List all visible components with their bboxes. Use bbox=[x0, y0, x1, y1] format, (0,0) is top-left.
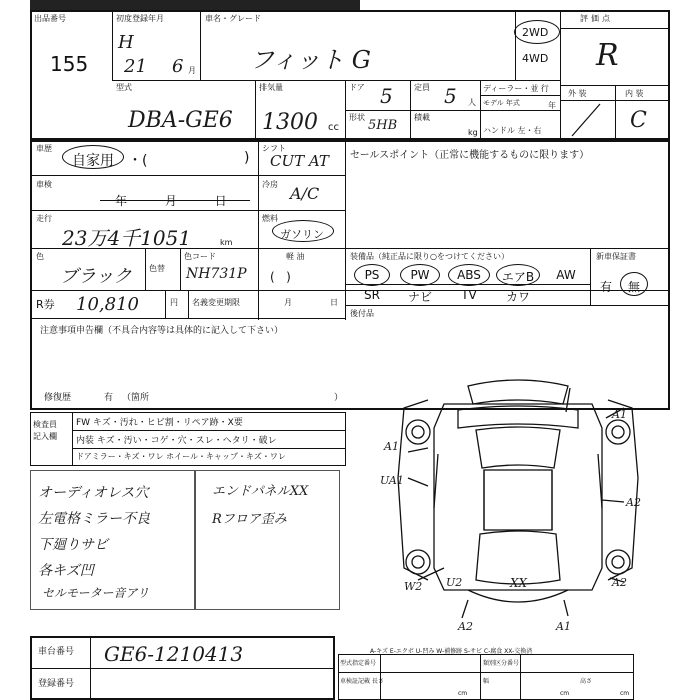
repair-close: ） bbox=[334, 393, 344, 403]
kg-unit: kg bbox=[468, 128, 478, 137]
inspection-strike bbox=[100, 200, 250, 201]
airbag-circle bbox=[496, 264, 540, 286]
first-registration-label: 初度登録年月 bbox=[116, 14, 164, 23]
model-grade-value: フィット G bbox=[250, 46, 371, 74]
repair-location: （箇所 bbox=[122, 393, 150, 403]
type-label: 型式 bbox=[116, 83, 132, 92]
shape-value: 5HB bbox=[368, 118, 398, 133]
equip-aw: AW bbox=[556, 268, 576, 282]
warranty-no-circle bbox=[620, 272, 648, 296]
fuel-circle bbox=[272, 220, 334, 242]
class-number-label: 類別区分番号 bbox=[483, 660, 520, 667]
note-right-1: エンドパネルXX bbox=[212, 484, 309, 499]
exterior-label: 外 装 bbox=[568, 89, 587, 98]
drive-2wd: 2WD bbox=[522, 26, 549, 39]
model-grade-label: 車名・グレード bbox=[205, 14, 261, 23]
inspector-label-1: 検査員 bbox=[33, 420, 57, 429]
inspector-line-2: 内装 キズ・汚い・コゲ・穴・スレ・ヘタリ・破レ bbox=[76, 436, 277, 446]
top-header-band bbox=[30, 0, 360, 10]
era-value: H bbox=[118, 32, 134, 53]
interior-label: 内 装 bbox=[625, 89, 644, 98]
mileage-label: 走行 bbox=[36, 214, 52, 223]
damage-mark-6: U2 bbox=[446, 576, 463, 589]
year-unit: 年 bbox=[548, 101, 556, 110]
color-code-value: NH731P bbox=[186, 266, 247, 282]
equip-leather: カワ bbox=[505, 290, 530, 304]
usage-circle bbox=[62, 145, 124, 169]
damage-legend: A-キズ E-エクボ U-凹み W-補修跡 S-サビ C-腐食 XX-交換済 bbox=[370, 648, 533, 655]
damage-mark-9: A2 bbox=[458, 620, 473, 633]
repair-label: 修復歴 bbox=[44, 393, 72, 403]
recycle-unit: 円 bbox=[170, 298, 178, 307]
handle-label: ハンドル 左・右 bbox=[483, 126, 542, 135]
name-change-month: 月 bbox=[284, 298, 292, 307]
equipment-label: 装備品（純正品に限り○をつけてください） bbox=[350, 252, 509, 261]
shift-label: シフト bbox=[262, 144, 286, 153]
new-car-warranty-label: 新車保証書 bbox=[596, 252, 636, 261]
type-value: DBA-GE6 bbox=[128, 108, 233, 133]
usage-dot: ・( bbox=[128, 153, 148, 169]
chassis-label: 車台番号 bbox=[38, 647, 75, 657]
damage-mark-10: A1 bbox=[556, 620, 571, 633]
grade-label: 評価点 bbox=[580, 14, 613, 23]
note-5: セルモーター音アリ bbox=[42, 586, 150, 600]
equip-tv: TV bbox=[461, 288, 477, 302]
note-1: オーディオレス穴 bbox=[38, 485, 149, 501]
note-right-2: Rフロア歪み bbox=[212, 512, 287, 527]
drive-2wd-circle bbox=[514, 20, 560, 44]
notes-label: 注意事項申告欄（不具合内容等は具体的に記入して下さい） bbox=[40, 326, 284, 336]
equip-airbag: エアB bbox=[501, 270, 535, 284]
inspector-line-3: ドアミラー・キズ・ワレ ホイール・キャップ・キズ・ワレ bbox=[76, 452, 286, 461]
cc-value: 1300 bbox=[262, 110, 318, 135]
cc-label: 排気量 bbox=[259, 83, 283, 92]
ac-label: 冷房 bbox=[262, 180, 278, 189]
lot-number-value: 155 bbox=[50, 52, 89, 76]
light-oil-label: 軽 油 bbox=[286, 252, 305, 261]
equip-pw: PW bbox=[410, 268, 430, 282]
damage-mark-4: A2 bbox=[626, 496, 641, 509]
model-year-label: モデル 年式 bbox=[483, 99, 520, 107]
year-value: 21 bbox=[124, 56, 147, 77]
shape-label: 形状 bbox=[349, 113, 365, 122]
capacity-value: 5 bbox=[444, 84, 457, 108]
ps-circle bbox=[354, 264, 390, 286]
length-label: 車検証記載 長さ bbox=[340, 678, 384, 685]
usage-label: 車歴 bbox=[36, 144, 52, 153]
note-4: 各キズ凹 bbox=[38, 563, 94, 579]
cm-unit-1: cm bbox=[458, 690, 468, 697]
load-label: 積載 bbox=[414, 113, 430, 122]
equip-ps: PS bbox=[364, 268, 380, 282]
pw-circle bbox=[400, 264, 440, 286]
color-value: ブラック bbox=[60, 266, 132, 287]
interior-value: C bbox=[630, 108, 647, 133]
chassis-value: GE6-1210413 bbox=[104, 642, 244, 666]
month-unit: 月 bbox=[188, 66, 196, 75]
damage-mark-2: A1 bbox=[384, 440, 399, 453]
cm-unit-2: cm bbox=[560, 690, 570, 697]
damage-mark-7: XX bbox=[510, 576, 528, 590]
shift-value: CUT AT bbox=[270, 152, 329, 170]
exterior-slash bbox=[560, 100, 615, 140]
width-label: 幅 bbox=[483, 678, 490, 685]
abs-circle bbox=[448, 264, 490, 286]
name-change-label: 名義変更期限 bbox=[192, 298, 240, 307]
door-value: 5 bbox=[380, 84, 393, 108]
fuel-paren: ( ) bbox=[270, 270, 291, 284]
equip-abs: ABS bbox=[457, 268, 481, 282]
damage-mark-3: UA1 bbox=[380, 474, 404, 487]
drive-4wd: 4WD bbox=[522, 52, 549, 65]
door-label: ドア bbox=[349, 83, 365, 92]
cc-unit: cc bbox=[328, 122, 339, 133]
note-2: 左電格ミラー不良 bbox=[38, 511, 150, 527]
mileage-unit: km bbox=[220, 238, 233, 247]
warranty-no: 無 bbox=[628, 280, 641, 294]
color-change-label: 色替 bbox=[149, 264, 165, 273]
note-3: 下廻りサビ bbox=[38, 537, 108, 553]
recycle-label: R券 bbox=[36, 298, 55, 311]
equip-navi: ナビ bbox=[407, 290, 432, 304]
inspector-line-1: FW キズ・汚れ・ヒビ割・リペア跡・X要 bbox=[76, 418, 243, 428]
aftermarket-label: 後付品 bbox=[350, 309, 374, 318]
inspector-label-2: 記入欄 bbox=[33, 432, 57, 441]
sales-point-label: セールスポイント（正常に機能するものに限ります） bbox=[350, 150, 590, 161]
mileage-value: 23万4千1051 bbox=[62, 226, 192, 250]
grade-value: R bbox=[596, 38, 619, 73]
dealer-label: ディーラー・並 行 bbox=[483, 84, 549, 93]
damage-mark-8: A2 bbox=[612, 576, 627, 589]
registration-label: 登録番号 bbox=[38, 679, 75, 689]
lot-number-label: 出品番号 bbox=[34, 14, 66, 23]
month-value: 6 bbox=[172, 56, 184, 77]
capacity-unit: 人 bbox=[468, 98, 476, 107]
equip-sr: SR bbox=[364, 288, 380, 302]
name-change-day: 日 bbox=[330, 298, 338, 307]
inspection-label: 車検 bbox=[36, 180, 52, 189]
fuel-label: 燃料 bbox=[262, 214, 278, 223]
usage-close: ) bbox=[244, 150, 250, 166]
ac-value: A/C bbox=[290, 184, 320, 203]
warranty-yes: 有 bbox=[600, 280, 613, 294]
inspection-value: 年 月 日 bbox=[115, 194, 227, 208]
usage-value: 自家用 bbox=[72, 153, 114, 169]
height-label: 高さ bbox=[580, 678, 593, 685]
recycle-value: 10,810 bbox=[76, 294, 139, 315]
color-label: 色 bbox=[36, 252, 44, 261]
fuel-value: ガソリン bbox=[280, 228, 324, 241]
damage-mark-1: A1 bbox=[612, 408, 627, 421]
damage-mark-5: W2 bbox=[404, 580, 423, 593]
cm-unit-3: cm bbox=[620, 690, 630, 697]
type-designation-label: 型式指定番号 bbox=[340, 660, 377, 667]
capacity-label: 定員 bbox=[414, 83, 430, 92]
repair-yes: 有 bbox=[104, 393, 114, 403]
color-code-label: 色コード bbox=[184, 252, 216, 261]
